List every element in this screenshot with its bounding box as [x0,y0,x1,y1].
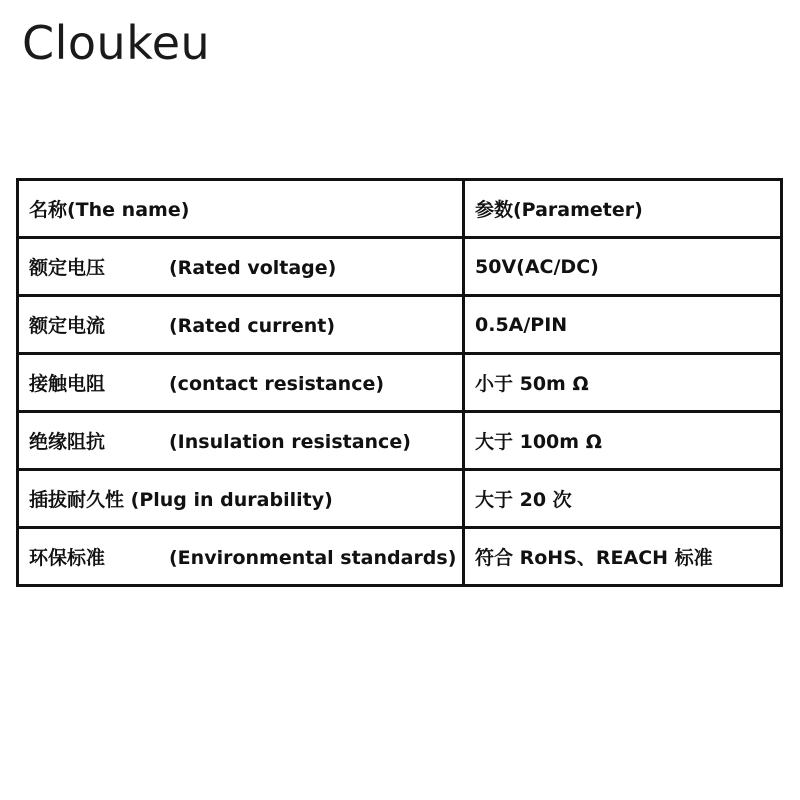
row-name-zh: 额定电流 [29,315,106,337]
row-value-cell: 符合 RoHS、REACH 标准 [464,528,782,586]
row-value-cell: 小于 50m Ω [464,354,782,412]
row-name-cell [18,412,464,470]
spec-table [16,178,783,587]
row-name-en: (Environmental standards) [169,547,457,569]
row-value-cell: 50V(AC/DC) [464,238,782,296]
table-row [18,296,782,354]
row-name-zh: 接触电阻 [29,373,106,395]
row-name-en: (Plug in durability) [130,489,333,511]
row-value-cell: 大于 100m Ω [464,412,782,470]
row-name-cell [18,354,464,412]
row-name-zh: 绝缘阻抗 [29,431,106,453]
brand-logo-text: Cloukeu [22,16,211,70]
header-name-cell: 名称(The name) [18,180,464,238]
row-value-cell: 大于 20 次 [464,470,782,528]
row-name-cell [18,470,464,528]
row-value-cell: 0.5A/PIN [464,296,782,354]
row-name-cell [18,238,464,296]
row-name-cell [18,296,464,354]
row-name-zh: 环保标准 [29,547,106,569]
table-row [18,470,782,528]
row-name-en: (Rated current) [169,315,336,337]
row-name-zh: 插拔耐久性 [29,489,125,511]
table-row [18,354,782,412]
table-row [18,238,782,296]
row-name-en: (Insulation resistance) [169,431,411,453]
table-row [18,528,782,586]
header-parameter-cell: 参数(Parameter) [464,180,782,238]
table-header-row [18,180,782,238]
row-name-cell [18,528,464,586]
row-name-en: (contact resistance) [169,373,385,395]
table-row [18,412,782,470]
row-name-zh: 额定电压 [29,257,106,279]
row-name-en: (Rated voltage) [169,257,337,279]
